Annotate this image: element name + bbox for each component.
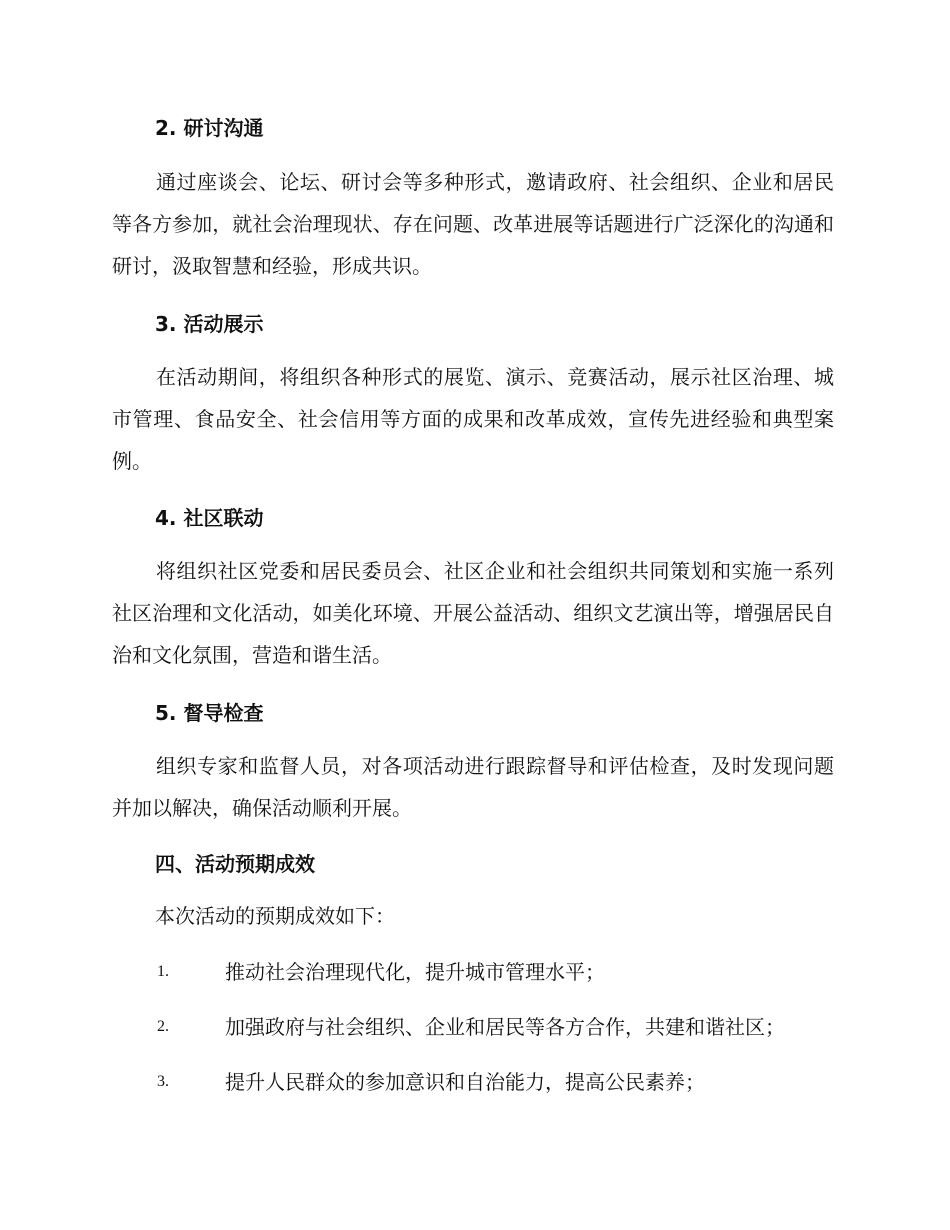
outcomes-heading: 四、活动预期成效 [155, 852, 315, 876]
outcomes-intro: 本次活动的预期成效如下： [155, 904, 395, 928]
list-item-text: 推动社会治理现代化，提升城市管理水平； [225, 960, 605, 984]
list-item-text: 提升人民群众的参加意识和自治能力，提高公民素养； [225, 1070, 705, 1094]
section-heading-research-communication: 2. 研讨沟通 [155, 116, 264, 140]
section-heading-supervision-inspection: 5. 督导检查 [155, 701, 264, 725]
section-paragraph-community-linkage: 将组织社区党委和居民委员会、社区企业和社会组织共同策划和实施一系列社区治理和文化活动，如美化环境、开展公益活动、组织文艺演出等，增强居民自治和文化氛围，营造和谐生活。 [112, 559, 834, 667]
section-paragraph-supervision-inspection: 组织专家和监督人员，对各项活动进行跟踪督导和评估检查，及时发现问题并加以解决，确保活动顺利开展。 [112, 754, 834, 820]
section-paragraph-research-communication: 通过座谈会、论坛、研讨会等多种形式，邀请政府、社会组织、企业和居民等各方参加，就社会治理现状、存在问题、改革进展等话题进行广泛深化的沟通和研讨，汲取智慧和经验，形成共识。 [112, 170, 834, 278]
section-heading-activity-display: 3. 活动展示 [155, 312, 264, 336]
list-item-number: 1. [157, 963, 169, 980]
section-heading-community-linkage: 4. 社区联动 [155, 506, 264, 530]
list-item-number: 2. [157, 1018, 169, 1035]
list-item-number: 3. [157, 1073, 169, 1090]
section-paragraph-activity-display: 在活动期间，将组织各种形式的展览、演示、竞赛活动，展示社区治理、城市管理、食品安全、社会信用等方面的成果和改革成效，宣传先进经验和典型案例。 [112, 365, 834, 473]
list-item-text: 加强政府与社会组织、企业和居民等各方合作，共建和谐社区； [225, 1015, 785, 1039]
